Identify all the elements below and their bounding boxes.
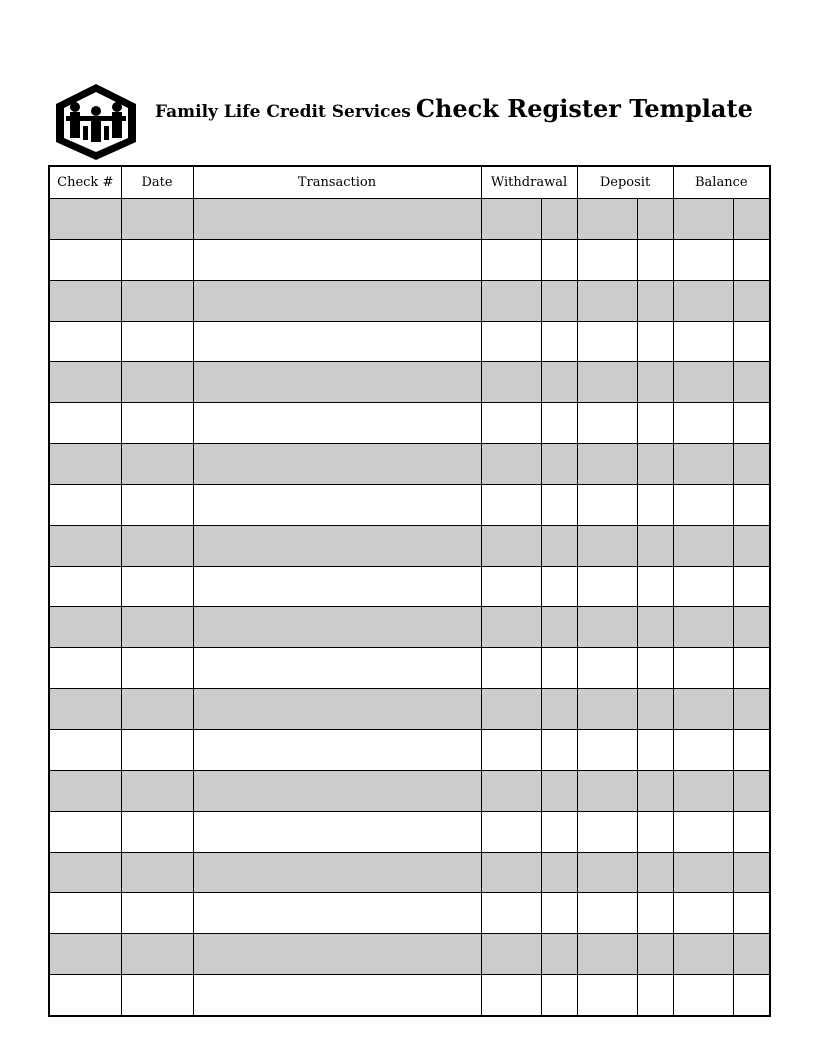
table-row [49, 444, 770, 485]
date-cell[interactable] [121, 689, 193, 730]
check-number-cell[interactable] [49, 199, 121, 240]
date-cell[interactable] [121, 648, 193, 689]
deposit-dollars-cell[interactable] [577, 893, 637, 934]
deposit-dollars-cell[interactable] [577, 852, 637, 893]
transaction-cell[interactable] [193, 403, 481, 444]
date-cell[interactable] [121, 893, 193, 934]
table-row [49, 975, 770, 1016]
table-row [49, 321, 770, 362]
date-cell[interactable] [121, 852, 193, 893]
deposit-cents-cell[interactable] [637, 403, 673, 444]
transaction-cell[interactable] [193, 444, 481, 485]
withdrawal-cents-cell[interactable] [541, 566, 577, 607]
balance-cents-cell[interactable] [733, 975, 770, 1016]
transaction-cell[interactable] [193, 566, 481, 607]
balance-cents-cell[interactable] [733, 893, 770, 934]
check-number-cell[interactable] [49, 484, 121, 525]
withdrawal-dollars-cell[interactable] [481, 280, 541, 321]
withdrawal-dollars-cell[interactable] [481, 607, 541, 648]
deposit-dollars-cell[interactable] [577, 648, 637, 689]
balance-cents-cell[interactable] [733, 484, 770, 525]
table-row [49, 770, 770, 811]
date-cell[interactable] [121, 199, 193, 240]
check-number-cell[interactable] [49, 648, 121, 689]
withdrawal-dollars-cell[interactable] [481, 199, 541, 240]
deposit-dollars-cell[interactable] [577, 362, 637, 403]
col-check-number: Check # [49, 166, 121, 199]
balance-cents-cell[interactable] [733, 239, 770, 280]
date-cell[interactable] [121, 525, 193, 566]
deposit-dollars-cell[interactable] [577, 729, 637, 770]
withdrawal-dollars-cell[interactable] [481, 321, 541, 362]
withdrawal-cents-cell[interactable] [541, 199, 577, 240]
balance-cents-cell[interactable] [733, 607, 770, 648]
check-number-cell[interactable] [49, 362, 121, 403]
transaction-cell[interactable] [193, 729, 481, 770]
deposit-cents-cell[interactable] [637, 689, 673, 730]
org-name: Family Life Credit Services [155, 102, 411, 122]
balance-cents-cell[interactable] [733, 362, 770, 403]
balance-dollars-cell[interactable] [673, 199, 733, 240]
date-cell[interactable] [121, 362, 193, 403]
withdrawal-dollars-cell[interactable] [481, 689, 541, 730]
balance-cents-cell[interactable] [733, 934, 770, 975]
balance-dollars-cell[interactable] [673, 934, 733, 975]
deposit-cents-cell[interactable] [637, 852, 673, 893]
check-register-table [48, 165, 771, 1017]
transaction-cell[interactable] [193, 852, 481, 893]
transaction-cell[interactable] [193, 321, 481, 362]
balance-cents-cell[interactable] [733, 525, 770, 566]
header-row [49, 166, 770, 199]
balance-cents-cell[interactable] [733, 403, 770, 444]
withdrawal-dollars-cell[interactable] [481, 362, 541, 403]
withdrawal-dollars-cell[interactable] [481, 525, 541, 566]
document-title: Check Register Template [415, 94, 753, 123]
balance-dollars-cell[interactable] [673, 648, 733, 689]
deposit-dollars-cell[interactable] [577, 770, 637, 811]
date-cell[interactable] [121, 811, 193, 852]
withdrawal-cents-cell[interactable] [541, 689, 577, 730]
deposit-dollars-cell[interactable] [577, 975, 637, 1016]
transaction-cell[interactable] [193, 484, 481, 525]
withdrawal-cents-cell[interactable] [541, 484, 577, 525]
deposit-dollars-cell[interactable] [577, 566, 637, 607]
balance-dollars-cell[interactable] [673, 852, 733, 893]
deposit-cents-cell[interactable] [637, 199, 673, 240]
check-number-cell[interactable] [49, 566, 121, 607]
balance-dollars-cell[interactable] [673, 321, 733, 362]
withdrawal-cents-cell[interactable] [541, 852, 577, 893]
transaction-cell[interactable] [193, 975, 481, 1016]
deposit-dollars-cell[interactable] [577, 403, 637, 444]
withdrawal-dollars-cell[interactable] [481, 770, 541, 811]
deposit-dollars-cell[interactable] [577, 199, 637, 240]
check-number-cell[interactable] [49, 607, 121, 648]
withdrawal-cents-cell[interactable] [541, 403, 577, 444]
col-balance: Balance [673, 166, 770, 199]
date-cell[interactable] [121, 444, 193, 485]
transaction-cell[interactable] [193, 280, 481, 321]
balance-dollars-cell[interactable] [673, 280, 733, 321]
transaction-cell[interactable] [193, 689, 481, 730]
balance-dollars-cell[interactable] [673, 770, 733, 811]
deposit-dollars-cell[interactable] [577, 239, 637, 280]
balance-cents-cell[interactable] [733, 280, 770, 321]
deposit-cents-cell[interactable] [637, 525, 673, 566]
withdrawal-dollars-cell[interactable] [481, 934, 541, 975]
balance-cents-cell[interactable] [733, 770, 770, 811]
balance-cents-cell[interactable] [733, 689, 770, 730]
check-number-cell[interactable] [49, 239, 121, 280]
withdrawal-cents-cell[interactable] [541, 893, 577, 934]
deposit-cents-cell[interactable] [637, 893, 673, 934]
deposit-dollars-cell[interactable] [577, 811, 637, 852]
transaction-cell[interactable] [193, 934, 481, 975]
deposit-cents-cell[interactable] [637, 444, 673, 485]
table-row [49, 566, 770, 607]
balance-cents-cell[interactable] [733, 811, 770, 852]
col-deposit: Deposit [577, 166, 673, 199]
col-transaction: Transaction [193, 166, 481, 199]
check-number-cell[interactable] [49, 280, 121, 321]
check-number-cell[interactable] [49, 525, 121, 566]
table-row [49, 852, 770, 893]
check-number-cell[interactable] [49, 321, 121, 362]
balance-dollars-cell[interactable] [673, 403, 733, 444]
date-cell[interactable] [121, 566, 193, 607]
deposit-cents-cell[interactable] [637, 280, 673, 321]
deposit-cents-cell[interactable] [637, 934, 673, 975]
date-cell[interactable] [121, 770, 193, 811]
deposit-cents-cell[interactable] [637, 484, 673, 525]
check-number-cell[interactable] [49, 729, 121, 770]
withdrawal-dollars-cell[interactable] [481, 403, 541, 444]
date-cell[interactable] [121, 280, 193, 321]
col-withdrawal: Withdrawal [481, 166, 577, 199]
date-cell[interactable] [121, 607, 193, 648]
balance-cents-cell[interactable] [733, 852, 770, 893]
balance-cents-cell[interactable] [733, 444, 770, 485]
date-cell[interactable] [121, 239, 193, 280]
col-date: Date [121, 166, 193, 199]
table-row [49, 239, 770, 280]
withdrawal-cents-cell[interactable] [541, 362, 577, 403]
balance-cents-cell[interactable] [733, 199, 770, 240]
check-number-cell[interactable] [49, 934, 121, 975]
transaction-cell[interactable] [193, 525, 481, 566]
deposit-dollars-cell[interactable] [577, 280, 637, 321]
table-row [49, 648, 770, 689]
balance-cents-cell[interactable] [733, 729, 770, 770]
withdrawal-cents-cell[interactable] [541, 770, 577, 811]
withdrawal-cents-cell[interactable] [541, 525, 577, 566]
table-row [49, 362, 770, 403]
check-number-cell[interactable] [49, 444, 121, 485]
deposit-cents-cell[interactable] [637, 770, 673, 811]
balance-cents-cell[interactable] [733, 321, 770, 362]
table-row [49, 689, 770, 730]
balance-dollars-cell[interactable] [673, 444, 733, 485]
withdrawal-cents-cell[interactable] [541, 607, 577, 648]
deposit-cents-cell[interactable] [637, 321, 673, 362]
withdrawal-dollars-cell[interactable] [481, 484, 541, 525]
check-number-cell[interactable] [49, 852, 121, 893]
balance-dollars-cell[interactable] [673, 239, 733, 280]
deposit-dollars-cell[interactable] [577, 321, 637, 362]
table-row [49, 729, 770, 770]
date-cell[interactable] [121, 484, 193, 525]
withdrawal-dollars-cell[interactable] [481, 444, 541, 485]
balance-dollars-cell[interactable] [673, 362, 733, 403]
deposit-dollars-cell[interactable] [577, 484, 637, 525]
deposit-cents-cell[interactable] [637, 607, 673, 648]
check-number-cell[interactable] [49, 770, 121, 811]
withdrawal-dollars-cell[interactable] [481, 648, 541, 689]
withdrawal-cents-cell[interactable] [541, 975, 577, 1016]
header-title [155, 94, 753, 134]
withdrawal-dollars-cell[interactable] [481, 811, 541, 852]
withdrawal-cents-cell[interactable] [541, 280, 577, 321]
balance-dollars-cell[interactable] [673, 729, 733, 770]
table-row [49, 525, 770, 566]
balance-cents-cell[interactable] [733, 648, 770, 689]
deposit-dollars-cell[interactable] [577, 607, 637, 648]
transaction-cell[interactable] [193, 607, 481, 648]
balance-cents-cell[interactable] [733, 566, 770, 607]
withdrawal-dollars-cell[interactable] [481, 975, 541, 1016]
date-cell[interactable] [121, 403, 193, 444]
withdrawal-dollars-cell[interactable] [481, 729, 541, 770]
withdrawal-cents-cell[interactable] [541, 444, 577, 485]
table-row [49, 403, 770, 444]
deposit-cents-cell[interactable] [637, 362, 673, 403]
transaction-cell[interactable] [193, 893, 481, 934]
table-row [49, 199, 770, 240]
withdrawal-dollars-cell[interactable] [481, 893, 541, 934]
check-number-cell[interactable] [49, 975, 121, 1016]
balance-dollars-cell[interactable] [673, 484, 733, 525]
deposit-cents-cell[interactable] [637, 239, 673, 280]
withdrawal-cents-cell[interactable] [541, 934, 577, 975]
date-cell[interactable] [121, 934, 193, 975]
balance-dollars-cell[interactable] [673, 607, 733, 648]
deposit-cents-cell[interactable] [637, 648, 673, 689]
transaction-cell[interactable] [193, 648, 481, 689]
table-row [49, 893, 770, 934]
table-row [49, 934, 770, 975]
deposit-dollars-cell[interactable] [577, 444, 637, 485]
balance-dollars-cell[interactable] [673, 975, 733, 1016]
transaction-cell[interactable] [193, 199, 481, 240]
balance-dollars-cell[interactable] [673, 893, 733, 934]
withdrawal-dollars-cell[interactable] [481, 566, 541, 607]
withdrawal-dollars-cell[interactable] [481, 239, 541, 280]
deposit-cents-cell[interactable] [637, 811, 673, 852]
date-cell[interactable] [121, 321, 193, 362]
deposit-dollars-cell[interactable] [577, 689, 637, 730]
check-number-cell[interactable] [49, 689, 121, 730]
check-number-cell[interactable] [49, 403, 121, 444]
table-row [49, 811, 770, 852]
withdrawal-cents-cell[interactable] [541, 811, 577, 852]
withdrawal-cents-cell[interactable] [541, 729, 577, 770]
withdrawal-dollars-cell[interactable] [481, 852, 541, 893]
date-cell[interactable] [121, 975, 193, 1016]
deposit-cents-cell[interactable] [637, 566, 673, 607]
check-number-cell[interactable] [49, 893, 121, 934]
deposit-cents-cell[interactable] [637, 729, 673, 770]
balance-dollars-cell[interactable] [673, 525, 733, 566]
deposit-cents-cell[interactable] [637, 975, 673, 1016]
date-cell[interactable] [121, 729, 193, 770]
table-row [49, 280, 770, 321]
balance-dollars-cell[interactable] [673, 811, 733, 852]
withdrawal-cents-cell[interactable] [541, 239, 577, 280]
family-house-logo-icon [52, 82, 140, 162]
register-body [49, 199, 770, 1017]
transaction-cell[interactable] [193, 362, 481, 403]
balance-dollars-cell[interactable] [673, 689, 733, 730]
table-row [49, 484, 770, 525]
transaction-cell[interactable] [193, 770, 481, 811]
table-row [49, 607, 770, 648]
deposit-dollars-cell[interactable] [577, 934, 637, 975]
withdrawal-cents-cell[interactable] [541, 648, 577, 689]
transaction-cell[interactable] [193, 811, 481, 852]
check-number-cell[interactable] [49, 811, 121, 852]
transaction-cell[interactable] [193, 239, 481, 280]
deposit-dollars-cell[interactable] [577, 525, 637, 566]
withdrawal-cents-cell[interactable] [541, 321, 577, 362]
balance-dollars-cell[interactable] [673, 566, 733, 607]
